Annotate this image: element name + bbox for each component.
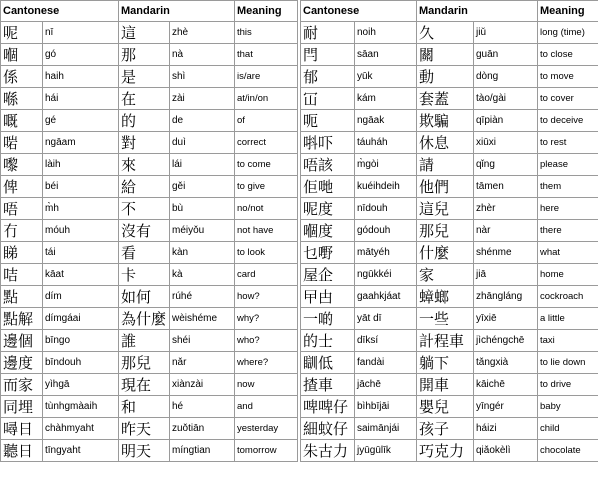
mandarin-pinyin: tāmen [474,176,538,198]
mandarin-word: 久 [417,22,474,44]
cantonese-romanization: kuéihdeih [355,176,417,198]
english-meaning: to come [235,154,298,176]
table-row [301,220,598,242]
cantonese-romanization: mātyéh [355,242,417,264]
mandarin-word: 套蓋 [417,88,474,110]
cantonese-word: 喺 [1,88,43,110]
mandarin-word: 對 [119,132,170,154]
table-row [301,22,598,44]
vocab-table-right [300,0,598,462]
cantonese-romanization: tùnhgmàaih [43,396,119,418]
english-meaning: to drive [538,374,598,396]
mandarin-word: 蟑螂 [417,286,474,308]
cantonese-word: 細蚊仔 [301,418,355,440]
table-row [301,242,598,264]
cantonese-word: 耐 [301,22,355,44]
cantonese-word: 俾 [1,176,43,198]
mandarin-pinyin: qīpiàn [474,110,538,132]
mandarin-pinyin: xiūxi [474,132,538,154]
mandarin-pinyin: kāichē [474,374,538,396]
english-meaning: them [538,176,598,198]
cantonese-romanization: m̀gòi [355,154,417,176]
cantonese-romanization: hái [43,88,119,110]
cantonese-romanization: jyūgūlīk [355,440,417,462]
mandarin-pinyin: qiǎokèlì [474,440,538,462]
mandarin-word: 如何 [119,286,170,308]
cantonese-romanization: gé [43,110,119,132]
mandarin-pinyin: zhāngláng [474,286,538,308]
cantonese-romanization: yìhgā [43,374,119,396]
english-meaning: not have [235,220,298,242]
cantonese-word: 噚日 [1,418,43,440]
cantonese-word: 啤啤仔 [301,396,355,418]
cantonese-romanization: bīngo [43,330,119,352]
cantonese-romanization: jāchē [355,374,417,396]
header-row [1,1,298,22]
table-row [1,110,298,132]
cantonese-word: 冚 [301,88,355,110]
mandarin-pinyin: méiyǒu [170,220,235,242]
mandarin-word: 這兒 [417,198,474,220]
table-row [301,286,598,308]
cantonese-romanization: béi [43,176,119,198]
cantonese-word: 點解 [1,308,43,330]
english-meaning: here [538,198,598,220]
mandarin-word: 計程車 [417,330,474,352]
mandarin-word: 巧克力 [417,440,474,462]
cantonese-romanization: saimānjái [355,418,417,440]
mandarin-pinyin: nǎr [170,352,235,374]
english-meaning: home [538,264,598,286]
cantonese-word: 的士 [301,330,355,352]
table-row [1,286,298,308]
cantonese-word: 呃 [301,110,355,132]
mandarin-word: 沒有 [119,220,170,242]
mandarin-pinyin: dòng [474,66,538,88]
english-meaning: to deceive [538,110,598,132]
mandarin-word: 關 [417,44,474,66]
english-meaning: cockroach [538,286,598,308]
table-row [301,418,598,440]
table-row [301,66,598,88]
cantonese-word: 聽日 [1,440,43,462]
cantonese-word: 點 [1,286,43,308]
mandarin-word: 那兒 [119,352,170,374]
cantonese-word: 唞吓 [301,132,355,154]
table-row [301,374,598,396]
mandarin-pinyin: jiā [474,264,538,286]
english-meaning: baby [538,396,598,418]
cantonese-word: 呢度 [301,198,355,220]
table-row [1,88,298,110]
cantonese-word: 係 [1,66,43,88]
cantonese-word: 瞓低 [301,352,355,374]
english-meaning: chocolate [538,440,598,462]
cantonese-word: 嚟 [1,154,43,176]
english-meaning: long (time) [538,22,598,44]
cantonese-word: 而家 [1,374,43,396]
mandarin-word: 看 [119,242,170,264]
cantonese-word: 一啲 [301,308,355,330]
mandarin-pinyin: shì [170,66,235,88]
mandarin-word: 給 [119,176,170,198]
english-meaning: why? [235,308,298,330]
english-meaning: this [235,22,298,44]
mandarin-word: 休息 [417,132,474,154]
vocab-body-right [301,22,598,462]
mandarin-pinyin: kà [170,264,235,286]
cantonese-romanization: haih [43,66,119,88]
english-meaning: how? [235,286,298,308]
table-row [1,330,298,352]
mandarin-pinyin: shéi [170,330,235,352]
mandarin-word: 孩子 [417,418,474,440]
cantonese-romanization: ngāak [355,110,417,132]
cantonese-romanization: ngūkkéi [355,264,417,286]
english-meaning: to give [235,176,298,198]
cantonese-romanization: làih [43,154,119,176]
cantonese-word: 冇 [1,220,43,242]
table-row [1,176,298,198]
cantonese-romanization: fandài [355,352,417,374]
cantonese-romanization: tái [43,242,119,264]
mandarin-pinyin: bù [170,198,235,220]
english-meaning: where? [235,352,298,374]
table-row [301,308,598,330]
mandarin-word: 在 [119,88,170,110]
table-row [301,44,598,66]
cantonese-romanization: yāt dī [355,308,417,330]
cantonese-word: 邊度 [1,352,43,374]
mandarin-word: 開車 [417,374,474,396]
mandarin-word: 請 [417,154,474,176]
cantonese-word: 睇 [1,242,43,264]
mandarin-pinyin: jiǔ [474,22,538,44]
mandarin-pinyin: tào/gài [474,88,538,110]
mandarin-pinyin: duì [170,132,235,154]
mandarin-pinyin: háizi [474,418,538,440]
mandarin-pinyin: míngtian [170,440,235,462]
header-cantonese: Cantonese [1,1,119,22]
english-meaning: to lie down [538,352,598,374]
english-meaning: to rest [538,132,598,154]
mandarin-pinyin: hé [170,396,235,418]
cantonese-word: 啱 [1,132,43,154]
mandarin-word: 現在 [119,374,170,396]
table-row [301,330,598,352]
vocab-table-left [0,0,298,462]
table-row [301,110,598,132]
english-meaning: to cover [538,88,598,110]
cantonese-romanization: yūk [355,66,417,88]
english-meaning: now [235,374,298,396]
cantonese-word: 閂 [301,44,355,66]
mandarin-pinyin: rúhé [170,286,235,308]
cantonese-word: 呢 [1,22,43,44]
table-row [301,352,598,374]
mandarin-word: 躺下 [417,352,474,374]
english-meaning: to move [538,66,598,88]
cantonese-word: 咭 [1,264,43,286]
mandarin-word: 這 [119,22,170,44]
table-row [301,440,598,462]
mandarin-pinyin: yīxiē [474,308,538,330]
mandarin-pinyin: jìchéngchē [474,330,538,352]
cantonese-word: 同埋 [1,396,43,418]
english-meaning: and [235,396,298,418]
header-mandarin: Mandarin [417,1,538,22]
mandarin-word: 卡 [119,264,170,286]
english-meaning: to look [235,242,298,264]
cantonese-romanization: m̀h [43,198,119,220]
english-meaning: is/are [235,66,298,88]
mandarin-word: 一些 [417,308,474,330]
english-meaning: to close [538,44,598,66]
english-meaning: who? [235,330,298,352]
english-meaning: that [235,44,298,66]
vocab-body-left [1,22,298,462]
table-row [301,264,598,286]
mandarin-word: 來 [119,154,170,176]
english-meaning: yesterday [235,418,298,440]
cantonese-word: 乜嘢 [301,242,355,264]
header-cantonese: Cantonese [301,1,417,22]
mandarin-word: 什麼 [417,242,474,264]
table-row [1,220,298,242]
cantonese-romanization: nī [43,22,119,44]
cantonese-romanization: kāat [43,264,119,286]
english-meaning: please [538,154,598,176]
mandarin-word: 昨天 [119,418,170,440]
mandarin-word: 明天 [119,440,170,462]
table-row [1,198,298,220]
mandarin-pinyin: lái [170,154,235,176]
header-meaning: Meaning [538,1,598,22]
english-meaning: a little [538,308,598,330]
table-row [1,352,298,374]
table-row [1,396,298,418]
cantonese-romanization: gaahkjáat [355,286,417,308]
table-row [301,176,598,198]
cantonese-word: 唔該 [301,154,355,176]
mandarin-pinyin: yīngér [474,396,538,418]
table-row [301,154,598,176]
table-row [1,264,298,286]
mandarin-pinyin: tǎngxià [474,352,538,374]
cantonese-romanization: gódouh [355,220,417,242]
mandarin-pinyin: nàr [474,220,538,242]
cantonese-romanization: ngāam [43,132,119,154]
cantonese-romanization: bīndouh [43,352,119,374]
table-row [301,396,598,418]
mandarin-word: 他們 [417,176,474,198]
table-row [1,154,298,176]
mandarin-pinyin: shénme [474,242,538,264]
cantonese-romanization: móuh [43,220,119,242]
cantonese-word: 郁 [301,66,355,88]
cantonese-word: 曱甴 [301,286,355,308]
table-row [1,66,298,88]
cantonese-word: 唔 [1,198,43,220]
mandarin-pinyin: zhèr [474,198,538,220]
cantonese-romanization: dīksí [355,330,417,352]
table-row [301,198,598,220]
cantonese-romanization: nīdouh [355,198,417,220]
mandarin-word: 那 [119,44,170,66]
cantonese-romanization: gó [43,44,119,66]
table-row [1,44,298,66]
cantonese-romanization: kám [355,88,417,110]
mandarin-word: 是 [119,66,170,88]
english-meaning: tomorrow [235,440,298,462]
table-row [1,132,298,154]
mandarin-word: 嬰兒 [417,396,474,418]
mandarin-pinyin: zài [170,88,235,110]
mandarin-pinyin: zhè [170,22,235,44]
cantonese-word: 嗰度 [301,220,355,242]
table-row [1,440,298,462]
mandarin-word: 的 [119,110,170,132]
mandarin-pinyin: wèishéme [170,308,235,330]
english-meaning: what [538,242,598,264]
cantonese-romanization: dímgáai [43,308,119,330]
mandarin-word: 欺騙 [417,110,474,132]
table-row [301,88,598,110]
mandarin-pinyin: de [170,110,235,132]
cantonese-word: 屋企 [301,264,355,286]
mandarin-pinyin: qǐng [474,154,538,176]
header-mandarin: Mandarin [119,1,235,22]
english-meaning: there [538,220,598,242]
table-row [1,308,298,330]
mandarin-pinyin: gěi [170,176,235,198]
table-row [1,418,298,440]
table-row [1,22,298,44]
english-meaning: at/in/on [235,88,298,110]
english-meaning: of [235,110,298,132]
header-meaning: Meaning [235,1,298,22]
cantonese-word: 嘅 [1,110,43,132]
cantonese-romanization: sāan [355,44,417,66]
cantonese-romanization: bìhbījāi [355,396,417,418]
mandarin-pinyin: guān [474,44,538,66]
table-row [1,242,298,264]
cantonese-word: 嗰 [1,44,43,66]
english-meaning: correct [235,132,298,154]
english-meaning: no/not [235,198,298,220]
mandarin-word: 動 [417,66,474,88]
mandarin-word: 那兒 [417,220,474,242]
mandarin-word: 誰 [119,330,170,352]
mandarin-pinyin: xiànzài [170,374,235,396]
english-meaning: taxi [538,330,598,352]
mandarin-pinyin: kàn [170,242,235,264]
mandarin-pinyin: zuǒtiān [170,418,235,440]
table-row [301,132,598,154]
table-row [1,374,298,396]
cantonese-word: 佢哋 [301,176,355,198]
english-meaning: child [538,418,598,440]
cantonese-word: 邊個 [1,330,43,352]
cantonese-romanization: táuháh [355,132,417,154]
english-meaning: card [235,264,298,286]
mandarin-word: 為什麼 [119,308,170,330]
cantonese-word: 揸車 [301,374,355,396]
header-row [301,1,598,22]
mandarin-word: 不 [119,198,170,220]
cantonese-romanization: dím [43,286,119,308]
cantonese-romanization: noih [355,22,417,44]
mandarin-pinyin: nà [170,44,235,66]
mandarin-word: 家 [417,264,474,286]
cantonese-word: 朱古力 [301,440,355,462]
mandarin-word: 和 [119,396,170,418]
cantonese-romanization: tīngyaht [43,440,119,462]
cantonese-romanization: chàhmyaht [43,418,119,440]
